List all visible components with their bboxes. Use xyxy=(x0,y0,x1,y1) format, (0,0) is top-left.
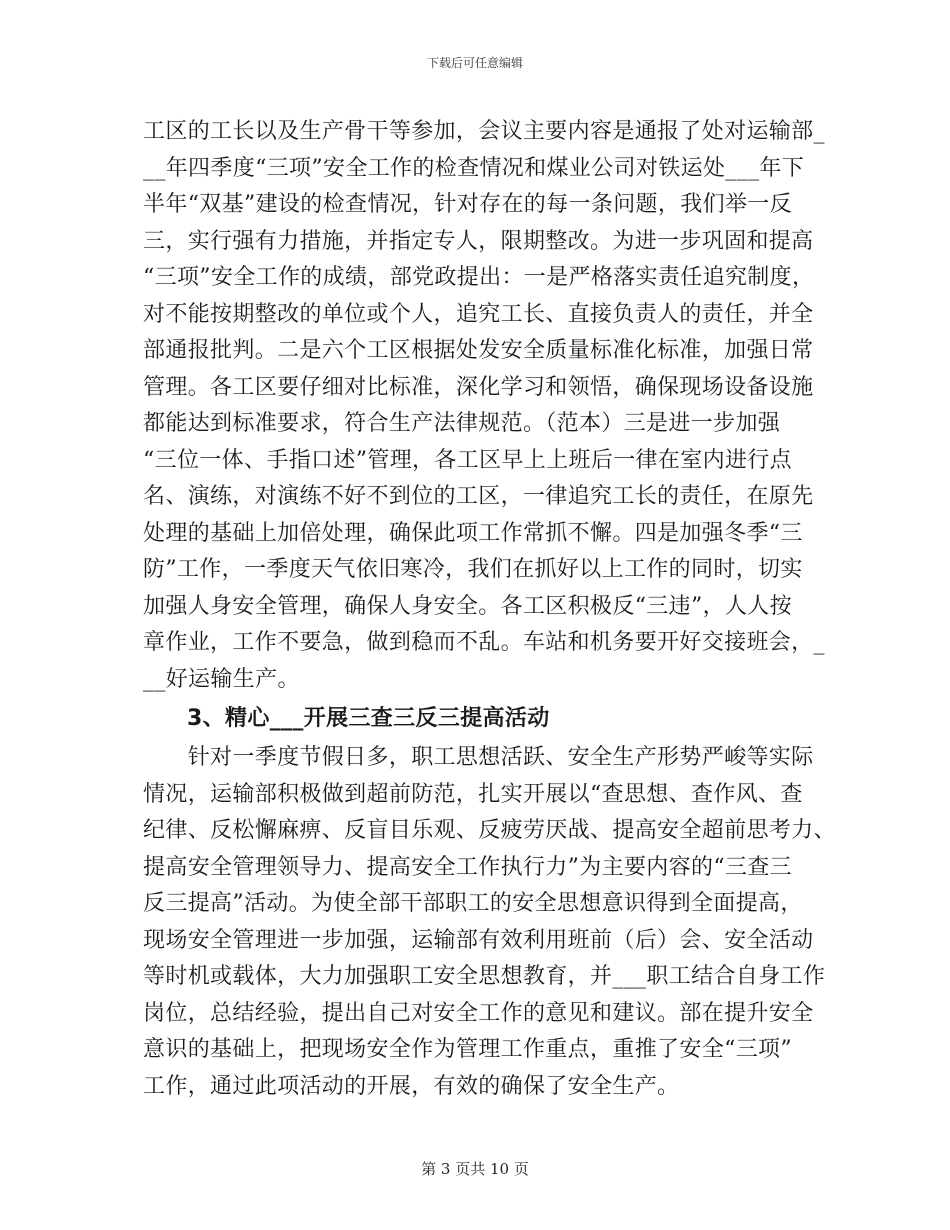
paragraph-line: 名、演练，对演练不好不到位的工区，一律追究工长的责任，在原先 xyxy=(143,484,814,509)
paragraph-line: 工作，通过此项活动的开展，有效的确保了安全生产。 xyxy=(143,1073,680,1099)
paragraph-line: 半年“双基”建设的检查情况，针对存在的每一条问题，我们举一反 xyxy=(143,192,792,217)
paragraph-line: 对不能按期整改的单位或个人，追究工长、直接负责人的责任，并全 xyxy=(143,301,814,327)
paragraph-line: 加强人身安全管理，确保人身安全。各工区积极反“三违”，人人按 xyxy=(143,593,792,619)
paragraph-line: 意识的基础上，把现场安全作为管理工作重点，重推了安全“三项” xyxy=(143,1037,792,1062)
section-heading: 3、精心___开展三查三反三提高活动 xyxy=(187,706,550,731)
paragraph-line: 现场安全管理进一步加强，运输部有效利用班前（后）会、安全活动 xyxy=(143,927,814,953)
paragraph-line: 三，实行强有力措施，并指定专人，限期整改。为进一步巩固和提高 xyxy=(143,228,814,254)
paragraph-line: 都能达到标准要求，符合生产法律规范。（范本）三是进一步加强 xyxy=(143,411,781,436)
page-footer: 第 3 页共 10 页 xyxy=(421,1160,529,1178)
paragraph-line: 反三提高”活动。为使全部干部职工的安全思想意识得到全面提高， xyxy=(143,891,803,916)
paragraph-line: 防”工作，一季度天气依旧寒冷，我们在抓好以上工作的同时，切实 xyxy=(143,557,803,582)
paragraph-line: __年四季度“三项”安全工作的检查情况和煤业公司对铁运处___年下 xyxy=(143,155,805,181)
paragraph-line: __好运输生产。 xyxy=(143,666,300,692)
paragraph-line: 部通报批判。二是六个工区根据处发安全质量标准化标准，加强日常 xyxy=(143,338,814,363)
paragraph-line: 提高安全管理领导力、提高安全工作执行力”为主要内容的“三查三 xyxy=(143,854,792,880)
paragraph-line: 岗位，总结经验，提出自己对安全工作的意见和建议。部在提升安全 xyxy=(143,1000,814,1026)
paragraph-line: 情况，运输部积极做到超前防范，扎实开展以“查思想、查作风、查 xyxy=(143,781,803,807)
page-header: 下载后可任意编辑 xyxy=(426,56,523,70)
paragraph-line: 工区的工长以及生产骨干等参加，会议主要内容是通报了处对运输部_ xyxy=(143,119,825,144)
paragraph-line: 纪律、反松懈麻痹、反盲目乐观、反疲劳厌战、提高安全超前思考力、 xyxy=(143,818,836,843)
paragraph-line: 针对一季度节假日多，职工思想活跃、安全生产形势严峻等实际 xyxy=(143,745,814,770)
document-body xyxy=(143,114,836,1105)
paragraph-line: “三项”安全工作的成绩，部党政提出：一是严格落实责任追究制度， xyxy=(143,265,815,290)
paragraph-line: 处理的基础上加倍处理，确保此项工作常抓不懈。四是加强冬季“三 xyxy=(143,520,803,546)
paragraph-line: 管理。各工区要仔细对比标准，深化学习和领悟，确保现场设备设施 xyxy=(143,374,814,400)
paragraph-line: 等时机或载体，大力加强职工安全思想教育，并___职工结合自身工作 xyxy=(143,964,826,989)
paragraph-line: 章作业，工作不要急，做到稳而不乱。车站和机务要开好交接班会，_ xyxy=(143,630,825,655)
paragraph-line: “三位一体、手指口述”管理，各工区早上上班后一律在室内进行点 xyxy=(143,447,792,473)
